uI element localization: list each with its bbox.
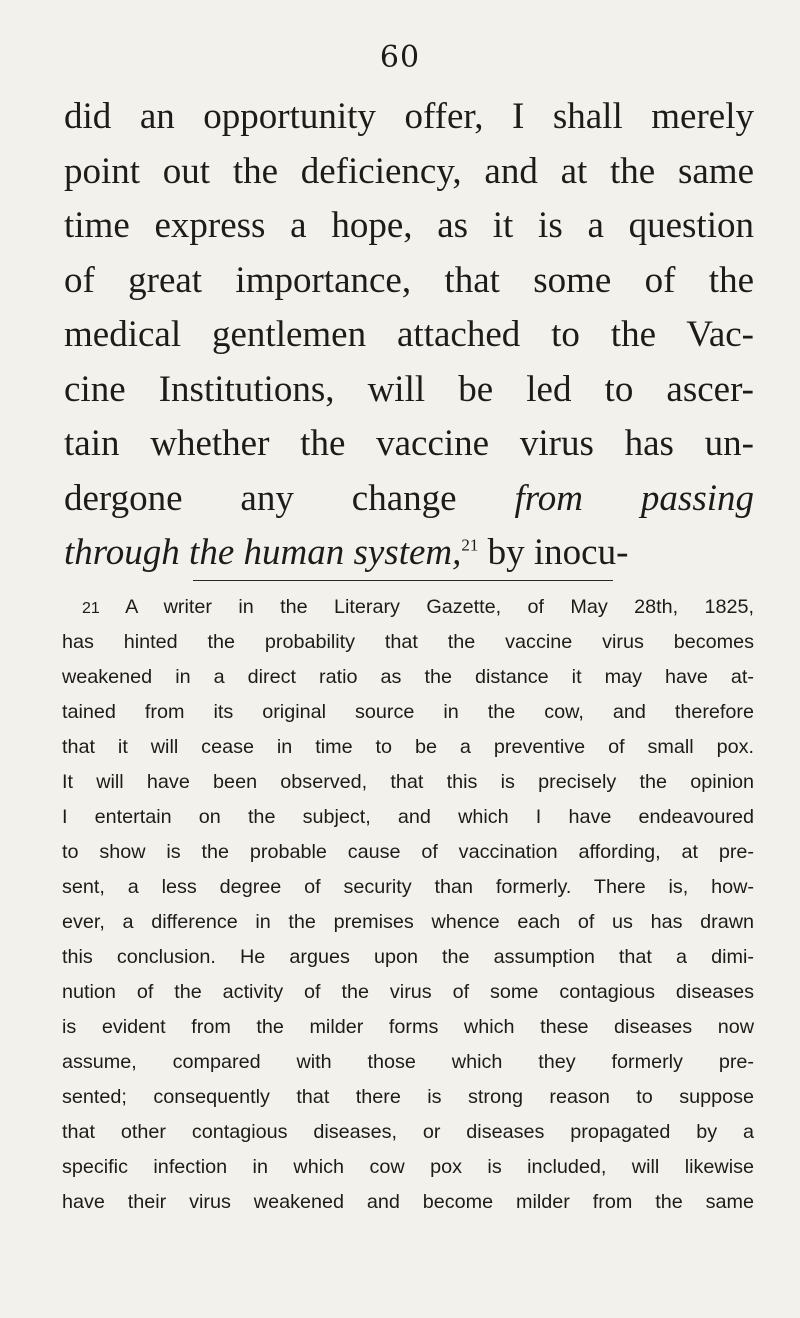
main-paragraph — [64, 90, 754, 581]
footnote-line: sent, a less degree of security than formerly. There is, how- — [62, 876, 754, 898]
footnote-line: weakened in a direct ratio as the distance it may have at- — [62, 666, 754, 688]
footnote-line: specific infection in which cow pox is included, will likewise — [62, 1156, 754, 1178]
footnote-reference: 21 — [461, 535, 479, 555]
footnote-line: to show is the probable cause of vaccination affording, at pre- — [62, 841, 754, 863]
footnote-line: is evident from the milder forms which these diseases now — [62, 1016, 754, 1038]
footnote-line — [62, 590, 754, 625]
text-line: cine Institutions, will be led to ascer- — [64, 368, 754, 410]
italic-phrase: through the human system, — [64, 532, 462, 573]
text-segment: dergone any change — [64, 477, 457, 519]
text-line: of great importance, that some of the — [64, 259, 754, 301]
text-line: did an opportunity offer, I shall merely — [64, 96, 754, 137]
text-line — [64, 526, 754, 581]
text-line: tain whether the vaccine virus has un- — [64, 423, 754, 464]
text-segment: by inocu- — [487, 532, 629, 573]
footnote-number: 21 — [82, 600, 100, 617]
footnote-line: that it will cease in time to be a preventive of small pox. — [62, 736, 754, 758]
footnote-line: I entertain on the subject, and which I have endeavoured — [62, 806, 754, 828]
text-line — [64, 472, 754, 527]
footnote-line: has hinted the probability that the vaccine virus becomes — [62, 631, 754, 653]
footnote-line: that other contagious diseases, or diseases propagated by a — [62, 1121, 754, 1143]
footnote-divider — [193, 580, 613, 581]
footnote-line: assume, compared with those which they formerly pre- — [62, 1051, 754, 1073]
italic-phrase: from passing — [514, 477, 755, 519]
footnote-line: sented; consequently that there is strong reason to suppose — [62, 1086, 754, 1108]
footnote-line: this conclusion. He argues upon the assumption that a dimi- — [62, 946, 754, 968]
text-segment: A writer in the Literary Gazette, of May 28th, 1825, — [125, 596, 755, 618]
footnote-line: nution of the activity of the virus of some contagious diseases — [62, 981, 754, 1003]
text-line: time express a hope, as it is a question — [64, 205, 754, 246]
text-line: point out the deficiency, and at the same — [64, 150, 754, 192]
page-number: 60 — [379, 40, 421, 75]
footnote — [62, 590, 754, 1220]
footnote-line: ever, a difference in the premises whence each of us has drawn — [62, 911, 754, 933]
footnote-line: It will have been observed, that this is precisely the opinion — [62, 771, 754, 793]
text-line: medical gentlemen attached to the Vac- — [64, 314, 754, 355]
footnote-line: tained from its original source in the cow, and therefore — [62, 701, 754, 723]
footnote-line: have their virus weakened and become milder from the same — [62, 1191, 754, 1213]
